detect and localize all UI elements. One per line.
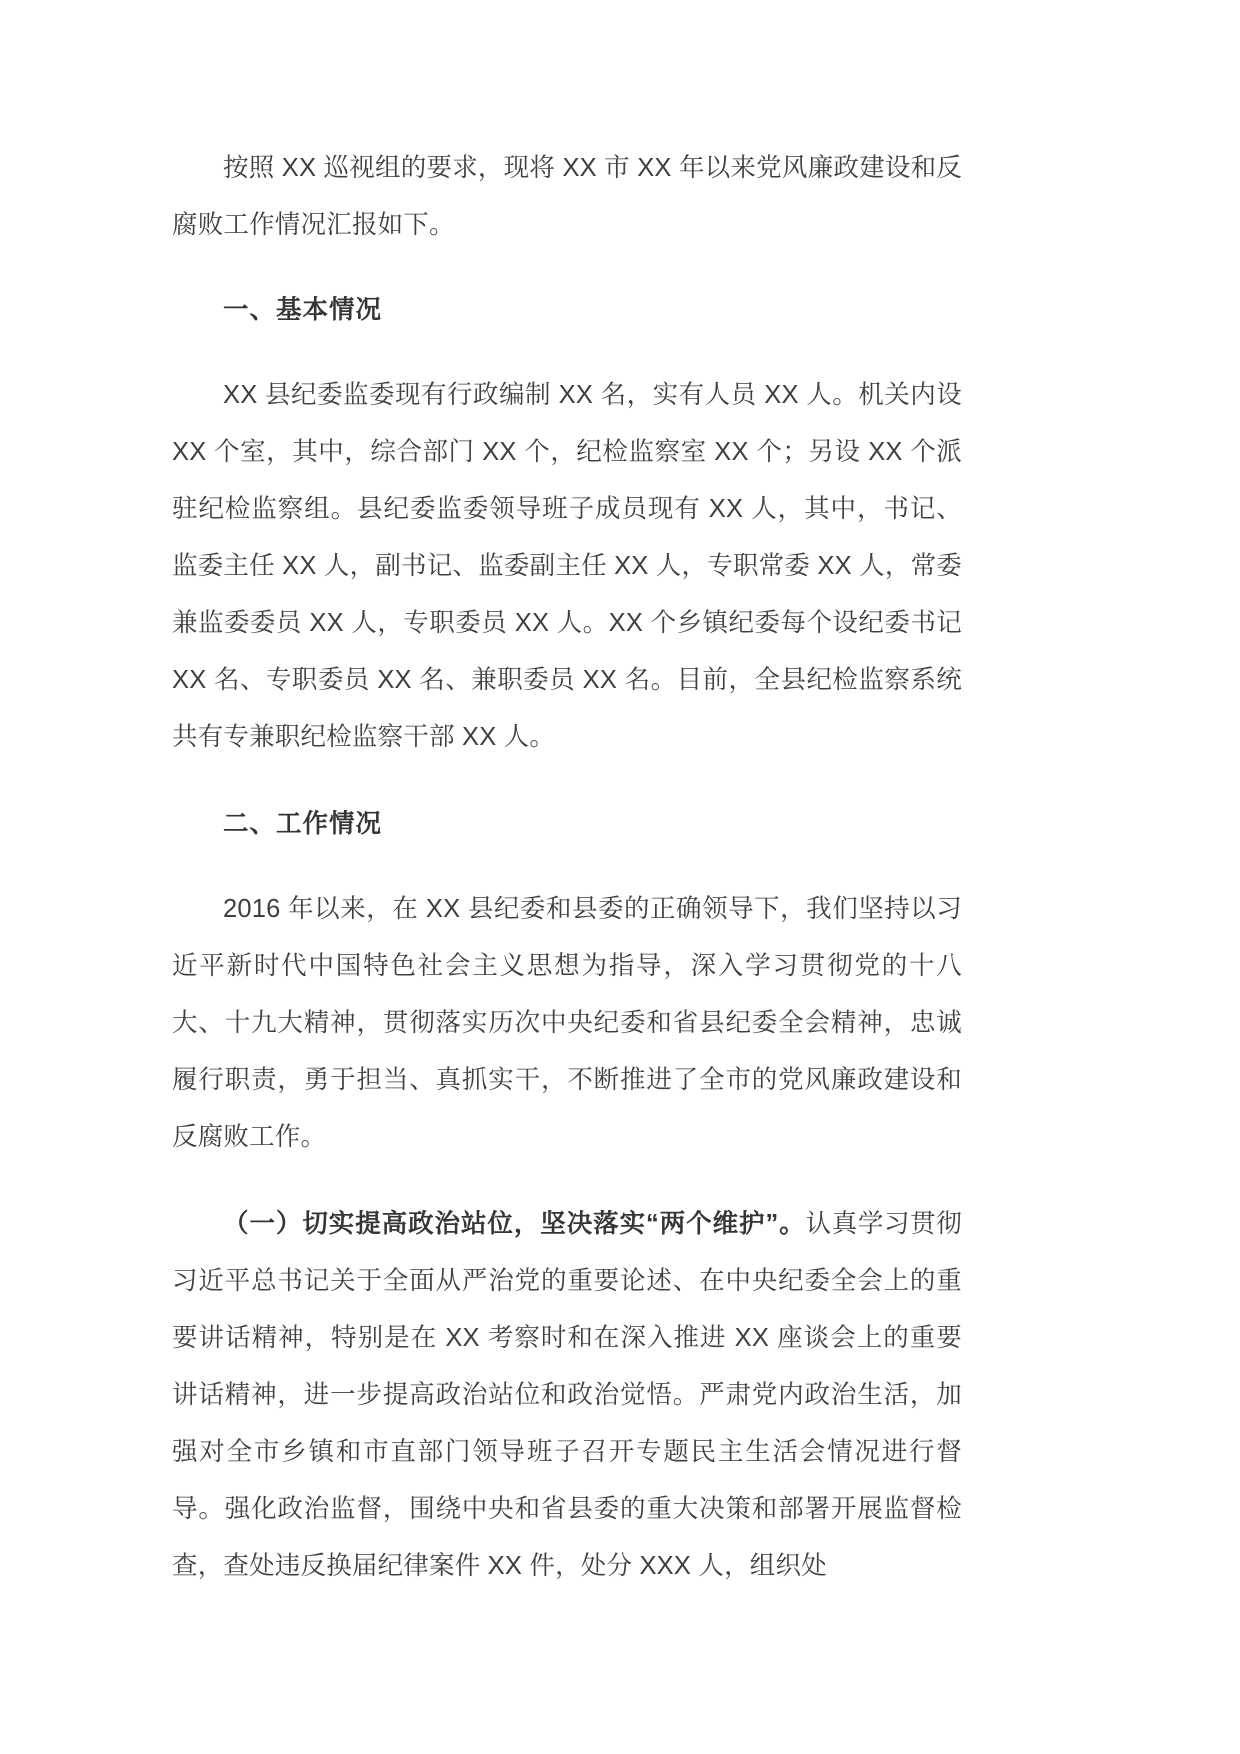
section-two-paragraph: 2016 年以来，在 XX 县纪委和县委的正确领导下，我们坚持以习近平新时代中国特色社会主义思想为指导，深入学习贯彻党的十八大、十九大精神，贯彻落实历次中央纪委和省县纪委全会精神，忠诚履行职责，勇于担当、真抓实干，不断推进了全市的党风廉政建设和反腐败工作。 [172,895,962,1151]
spacer [172,766,962,796]
section-heading-two: 二、工作情况 [223,810,383,838]
section-heading-one: 一、基本情况 [223,296,383,324]
subsection-one-body: 认真学习贯彻习近平总书记关于全面从严治党的重要论述、在中央纪委全会上的重要讲话精神，特别是在 XX 考察时和在深入推进 XX 座谈会上的重要讲话精神，进一步提高政治站位和政治觉悟。严肃党内政治生活，加强对全市乡镇和市直部门领导班子召开专题民主生活会情况进行督导。强化政治监督，围绕中央和省县委的重大决策和部署开展监督检查，查处违反换届纪律案件 XX 件，处分 XXX 人，组织处 [172,1210,962,1580]
subsection-one-paragraph [172,1196,962,1595]
spacer [172,254,962,282]
intro-paragraph: 按照 XX 巡视组的要求，现将 XX 市 XX 年以来党风廉政建设和反腐败工作情况汇报如下。 [172,154,962,239]
subsection-one-lead: （一）切实提高政治站位，坚决落实“两个维护”。 [223,1210,806,1238]
document-body [172,140,962,1595]
spacer [172,339,962,367]
section-one-paragraph: XX 县纪委监委现有行政编制 XX 名，实有人员 XX 人。机关内设 XX 个室，其中，综合部门 XX 个，纪检监察室 XX 个；另设 XX 个派驻纪检监察组。县纪委监委领导班子成员现有 XX 人，其中，书记、监委主任 XX 人，副书记、监委副主任 XX 人，专职常委 XX 人，常委兼监委委员 XX 人，专职委员 XX 人。XX 个乡镇纪委每个设纪委书记 XX 名、专职委员 XX 名、兼职委员 XX 名。目前，全县纪检监察系统共有专兼职纪检监察干部 XX 人。 [172,381,962,751]
spacer [172,853,962,881]
spacer [172,1166,962,1196]
